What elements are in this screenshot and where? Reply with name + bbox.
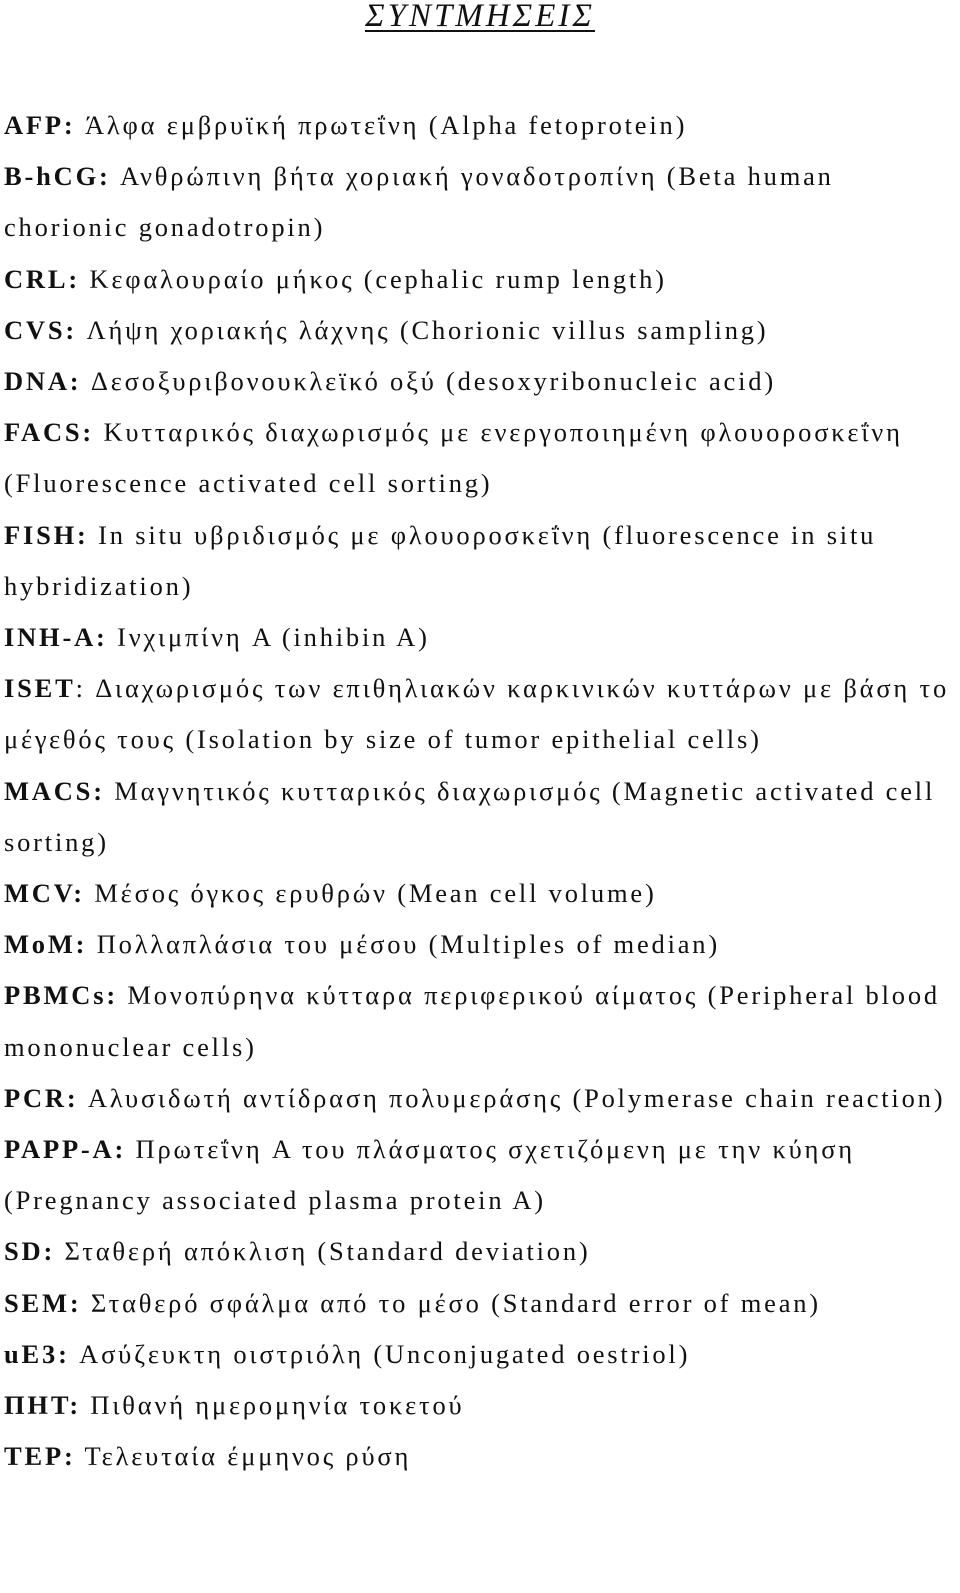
page-title (0, 0, 960, 40)
abbreviation-term: PCR: (4, 1082, 79, 1113)
abbreviation-term: SEM: (4, 1287, 82, 1318)
abbreviation-entry-pappa (4, 1124, 952, 1226)
abbreviation-definition: Μονοπύρηνα κύτταρα περιφερικού αίματος (Peripheral blood mononuclear cells) (4, 980, 940, 1062)
abbreviation-term: ISET (4, 673, 76, 704)
abbreviation-term: ΠΗΤ: (4, 1390, 81, 1421)
abbreviation-definition: Σταθερή απόκλιση (Standard deviation) (55, 1236, 591, 1267)
abbreviation-entry-dna (4, 356, 952, 407)
abbreviation-definition: Μέσος όγκος ερυθρών (Mean cell volume) (84, 878, 657, 909)
abbreviation-entry-facs (4, 407, 952, 509)
abbreviation-term: uE3: (4, 1338, 70, 1369)
abbreviation-entry-afp (4, 100, 952, 151)
abbreviation-definition: Ανθρώπινη βήτα χοριακή γοναδοτροπίνη (Beta human chorionic gonadotropin) (4, 161, 834, 243)
abbreviation-term: DNA: (4, 366, 82, 397)
abbreviation-definition: Πιθανή ημερομηνία τοκετού (80, 1390, 465, 1421)
abbreviation-definition: Πρωτεΐνη A του πλάσματος σχετιζόμενη με την κύηση (Pregnancy associated plasma protein A) (4, 1134, 855, 1216)
abbreviation-term: INH-A: (4, 622, 108, 653)
abbreviation-definition: Σταθερό σφάλμα από το μέσο (Standard error of mean) (81, 1287, 821, 1318)
abbreviation-definition: Λήψη χοριακής λάχνης (Chorionic villus sampling) (77, 314, 769, 345)
abbreviation-term: MCV: (4, 878, 85, 909)
abbreviation-term: PBMCs: (4, 980, 118, 1011)
abbreviation-entry-crl (4, 254, 952, 305)
abbreviation-definition: Τελευταία έμμηνος ρύση (75, 1441, 412, 1472)
abbreviation-term: FISH: (4, 519, 89, 550)
abbreviation-entry-fish (4, 510, 952, 612)
abbreviation-term: B-hCG: (4, 161, 111, 192)
abbreviation-definition: In situ υβριδισμός με φλουοροσκεΐνη (fluorescence in situ hybridization) (4, 519, 877, 601)
abbreviation-definition: Αλυσιδωτή αντίδραση πολυμεράσης (Polymerase chain reaction) (78, 1082, 946, 1113)
abbreviation-entry-bhcg (4, 151, 952, 253)
abbreviation-term: FACS: (4, 417, 95, 448)
abbreviation-term: MACS: (4, 775, 105, 806)
abbreviation-entry-ue3 (4, 1329, 952, 1380)
abbreviation-definition: Μαγνητικός κυτταρικός διαχωρισμός (Magnetic activated cell sorting) (4, 775, 936, 857)
abbreviation-term: CRL: (4, 263, 80, 294)
abbreviation-definition: : Διαχωρισμός των επιθηλιακών καρκινικών κυττάρων με βάση το μέγεθός τους (Isolation by size of tumor epithelial cells) (4, 673, 950, 755)
abbreviation-entry-pbmcs (4, 970, 952, 1072)
abbreviation-definition: Ινχιμπίνη A (inhibin A) (107, 622, 430, 653)
abbreviation-entry-pcr (4, 1073, 952, 1124)
abbreviation-term: ΤΕΡ: (4, 1441, 76, 1472)
abbreviation-entry-ter (4, 1431, 952, 1482)
abbreviation-entry-sem (4, 1278, 952, 1329)
abbreviation-term: AFP: (4, 110, 76, 140)
abbreviation-term: PAPP-A: (4, 1134, 127, 1165)
abbreviation-entry-mcv (4, 868, 952, 919)
abbreviation-definition: Δεσοξυριβονουκλεϊκό οξύ (desoxyribonucleic acid) (81, 366, 776, 397)
abbreviation-term: SD: (4, 1236, 56, 1267)
abbreviation-entry-pht (4, 1380, 952, 1431)
abbreviation-term: CVS: (4, 314, 78, 345)
abbreviation-entry-cvs (4, 305, 952, 356)
abbreviation-entry-sd (4, 1226, 952, 1277)
abbreviation-definition: Άλφα εμβρυϊκή πρωτεΐνη (Alpha fetoprotein) (75, 110, 688, 140)
abbreviation-entry-iset (4, 663, 952, 765)
abbreviation-definition: Κυτταρικός διαχωρισμός με ενεργοποιημένη φλουοροσκεΐνη (Fluorescence activated cell sorting) (4, 417, 903, 499)
abbreviation-definition: Κεφαλουραίο μήκος (cephalic rump length) (79, 263, 667, 294)
abbreviations-list (4, 100, 952, 1482)
abbreviation-definition: Πολλαπλάσια του μέσου (Multiples of median) (87, 929, 720, 960)
abbreviation-entry-mom (4, 919, 952, 970)
abbreviation-term: MoM: (4, 929, 88, 960)
abbreviation-entry-inha (4, 612, 952, 663)
page-title-text: ΣΥΝΤΜΗΣΕΙΣ (364, 0, 595, 34)
abbreviation-entry-macs (4, 766, 952, 868)
abbreviation-definition: Ασύζευκτη οιστριόλη (Unconjugated oestriol) (69, 1338, 691, 1369)
